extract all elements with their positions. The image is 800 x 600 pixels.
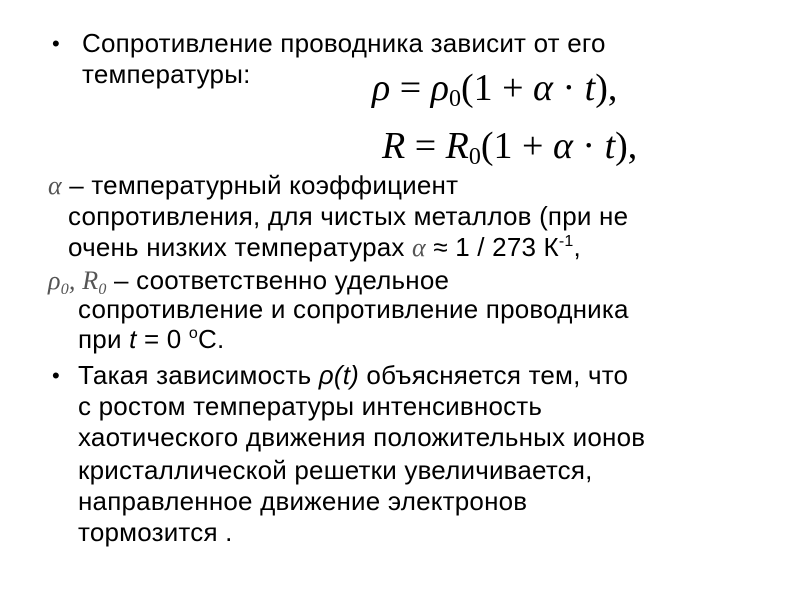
bullet-marker-2: • — [52, 363, 60, 388]
rho0-subscript: 0 — [60, 281, 69, 298]
formula1-lhs: ρ — [372, 67, 391, 109]
alpha-def-line3 — [68, 232, 581, 263]
rho-def-comma: , — [68, 266, 83, 295]
para2-line5: направленное движение электронов — [78, 486, 528, 516]
formula-resistivity — [372, 66, 617, 110]
formula1-eq: = — [390, 67, 431, 109]
formula2-t: t — [604, 125, 616, 167]
para2-line1-post: объясняется тем, что — [358, 360, 629, 390]
formula1-alpha: α — [533, 67, 553, 109]
formula1-t: t — [584, 67, 596, 109]
bullet-marker: • — [52, 31, 60, 56]
rho0-symbol: ρ — [48, 266, 61, 295]
rho-def-line2: сопротивление и сопротивление проводника — [78, 294, 629, 324]
rho-def-line1 — [48, 265, 449, 296]
para2-line3: хаотического движения положительных ионов — [78, 422, 646, 452]
para2-line2: с ростом температуры интенсивность — [78, 391, 543, 421]
r0-symbol: R — [82, 266, 99, 295]
formula2-eq: = — [405, 125, 446, 167]
alpha-value: ≈ 1 / 273 К — [425, 232, 559, 262]
para2-line4: кристаллической решетки увеличивается, — [78, 455, 593, 485]
formula2-dot: · — [572, 125, 605, 167]
formula1-open: (1 + — [460, 67, 534, 109]
formula1-dot: · — [552, 67, 585, 109]
rho-def-text1: – соответственно удельное — [106, 265, 450, 295]
rho-def-line3-end: С. — [197, 324, 225, 354]
formula1-base-sub: 0 — [448, 86, 461, 112]
para2-line1-pre: Такая зависимость — [78, 360, 319, 390]
rho-def-line3-mid: = 0 — [136, 324, 189, 354]
formula1-base: ρ — [430, 67, 449, 109]
degree-mark: о — [188, 325, 198, 342]
rho-def-line3-pre: при — [78, 324, 130, 354]
alpha-symbol: α — [48, 171, 62, 200]
rho-def-t: t — [129, 324, 137, 354]
formula2-alpha: α — [552, 125, 573, 167]
r0-subscript: 0 — [98, 281, 107, 298]
para1-line2: температуры: — [82, 59, 251, 89]
formula-resistance — [382, 124, 637, 168]
para1-line1: Сопротивление проводника зависит от его — [82, 28, 606, 58]
alpha-unit-exponent: -1 — [558, 233, 574, 250]
formula2-base-sub: 0 — [468, 144, 481, 170]
formula1-close: ), — [595, 67, 618, 109]
alpha-def-line1 — [48, 170, 458, 201]
formula2-base: R — [445, 125, 469, 167]
para2-line1 — [78, 360, 628, 391]
formula2-lhs: R — [382, 125, 406, 167]
alpha-def-line2: сопротивления, для чистых металлов (при не — [68, 201, 629, 231]
rho-of-t: ρ(t) — [318, 360, 359, 390]
rho-def-line3 — [78, 324, 224, 355]
alpha-def-line3-end: , — [573, 232, 581, 262]
formula2-open: (1 + — [480, 125, 553, 167]
para2-line6: тормозится . — [78, 517, 233, 547]
formula2-close: ), — [615, 125, 638, 167]
alpha-def-text1: – температурный коэффициент — [61, 170, 459, 200]
alpha-inline-symbol: α — [412, 233, 426, 262]
alpha-def-line3-pre: очень низких температурах — [68, 232, 413, 262]
